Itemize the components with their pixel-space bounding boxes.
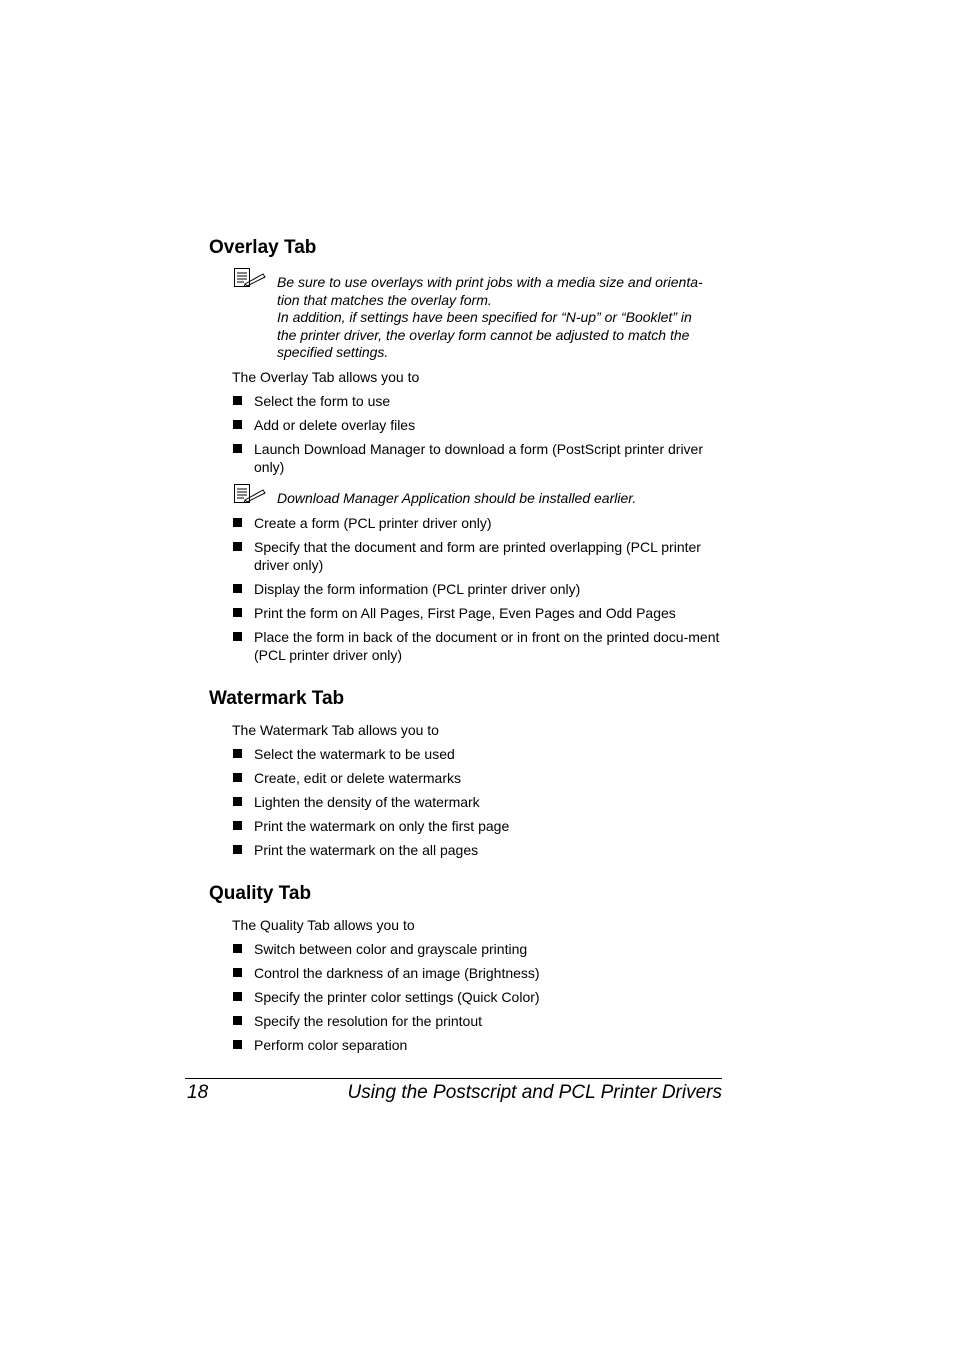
list-item	[232, 1036, 722, 1054]
note-line: specified settings.	[277, 344, 389, 360]
list-item-text: Lighten the density of the watermark	[254, 794, 480, 810]
bullet-square-icon	[233, 518, 242, 527]
bullet-square-icon	[233, 420, 242, 429]
list-item-text: Perform color separation	[254, 1037, 408, 1053]
note-line: tion that matches the overlay form.	[277, 291, 492, 308]
note-line: the printer driver, the overlay form cannot be adjusted to match the	[277, 326, 690, 343]
note-pencil-icon	[232, 266, 268, 288]
bullet-square-icon	[233, 797, 242, 806]
note-line: In addition, if settings have been specified for “N-up” or “Booklet” in	[277, 309, 692, 325]
quality-tab-heading: Quality Tab	[209, 883, 312, 904]
overlay-note	[232, 266, 722, 362]
list-item-text: Specify the resolution for the printout	[254, 1013, 483, 1029]
list-item-text: Launch Download Manager to download a form (PostScript printer driver only)	[254, 441, 704, 475]
list-item-text: Print the form on All Pages, First Page, Even Pages and Odd Pages	[254, 605, 676, 621]
watermark-intro: The Watermark Tab allows you to	[232, 722, 439, 738]
list-item	[232, 769, 722, 787]
note-text: Download Manager Application should be installed earlier.	[277, 490, 637, 506]
list-item-text: Specify the printer color settings (Quick Color)	[254, 989, 540, 1005]
list-item	[232, 514, 722, 532]
watermark-tab-heading: Watermark Tab	[209, 688, 345, 709]
list-item-text: Create, edit or delete watermarks	[254, 770, 461, 786]
list-item-text: Select the form to use	[254, 393, 391, 409]
list-item	[232, 1012, 722, 1030]
list-item	[232, 440, 722, 476]
list-item	[232, 940, 722, 958]
bullet-square-icon	[233, 821, 242, 830]
list-item-text: Print the watermark on the all pages	[254, 842, 479, 858]
footer-divider	[185, 1078, 722, 1079]
list-item	[232, 793, 722, 811]
bullet-square-icon	[233, 1016, 242, 1025]
list-item-text: Select the watermark to be used	[254, 746, 455, 762]
footer-page-number: 18	[187, 1082, 209, 1103]
note-pencil-icon	[232, 482, 268, 504]
list-item-text: Display the form information (PCL printer driver only)	[254, 581, 581, 597]
bullet-square-icon	[233, 396, 242, 405]
quality-intro: The Quality Tab allows you to	[232, 917, 415, 933]
overlay-tab-heading: Overlay Tab	[209, 237, 317, 258]
list-item	[232, 841, 722, 859]
footer-title: Using the Postscript and PCL Printer Drivers	[347, 1082, 722, 1103]
list-item	[232, 538, 722, 574]
bullet-square-icon	[233, 542, 242, 551]
list-item	[232, 988, 722, 1006]
download-manager-note	[232, 482, 722, 508]
list-item	[232, 628, 722, 664]
list-item-text: Print the watermark on only the first page	[254, 818, 510, 834]
bullet-square-icon	[233, 992, 242, 1001]
list-item	[232, 817, 722, 835]
list-item	[232, 392, 722, 410]
bullet-square-icon	[233, 749, 242, 758]
list-item-text: Switch between color and grayscale printing	[254, 941, 528, 957]
note-line: Be sure to use overlays with print jobs with a media size and orienta-	[277, 274, 703, 290]
list-item-text: Specify that the document and form are printed overlapping (PCL printer driver only)	[254, 539, 701, 573]
bullet-square-icon	[233, 968, 242, 977]
overlay-intro: The Overlay Tab allows you to	[232, 369, 420, 385]
list-item	[232, 580, 722, 598]
list-item	[232, 745, 722, 763]
list-item	[232, 604, 722, 622]
list-item-text: Create a form (PCL printer driver only)	[254, 515, 492, 531]
list-item-text: Control the darkness of an image (Brightness)	[254, 965, 540, 981]
list-item-text: Place the form in back of the document or in front on the printed docu-ment (PCL printer driver only)	[254, 629, 720, 663]
list-item-text: Add or delete overlay files	[254, 417, 416, 433]
bullet-square-icon	[233, 944, 242, 953]
bullet-square-icon	[233, 584, 242, 593]
bullet-square-icon	[233, 1040, 242, 1049]
bullet-square-icon	[233, 444, 242, 453]
bullet-square-icon	[233, 773, 242, 782]
bullet-square-icon	[233, 608, 242, 617]
bullet-square-icon	[233, 632, 242, 641]
bullet-square-icon	[233, 845, 242, 854]
list-item	[232, 964, 722, 982]
list-item	[232, 416, 722, 434]
